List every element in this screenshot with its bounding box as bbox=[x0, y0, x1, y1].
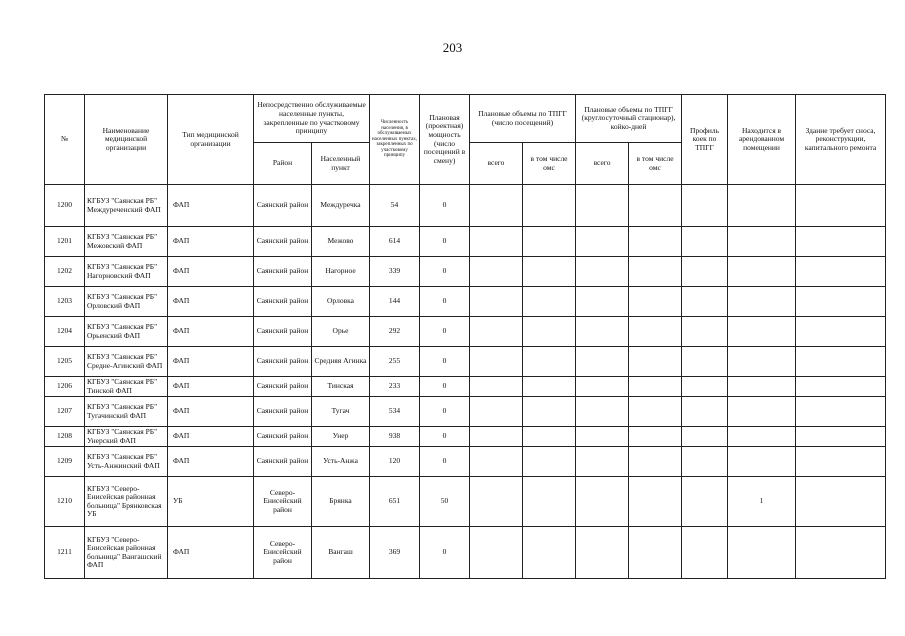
row-district: Саянский район bbox=[254, 287, 312, 317]
row-name: КГБУЗ "Северо-Енисейская районная больница" Вангашский ФАП bbox=[85, 527, 168, 579]
header-number: № bbox=[45, 95, 85, 185]
row-visits-total bbox=[470, 527, 523, 579]
header-name: Наименование медицинской организации bbox=[85, 95, 168, 185]
row-building bbox=[796, 227, 886, 257]
row-profile bbox=[682, 317, 728, 347]
table-row bbox=[45, 287, 886, 317]
row-number: 1209 bbox=[45, 447, 85, 477]
row-population: 255 bbox=[370, 347, 420, 377]
row-population: 54 bbox=[370, 185, 420, 227]
header-type: Тип медицинской организации bbox=[168, 95, 254, 185]
row-building bbox=[796, 257, 886, 287]
row-type: ФАП bbox=[168, 257, 254, 287]
row-number: 1205 bbox=[45, 347, 85, 377]
row-visits-oms bbox=[523, 427, 576, 447]
row-visits-oms bbox=[523, 447, 576, 477]
row-name: КГБУЗ "Саянская РБ" Усть-Анжинский ФАП bbox=[85, 447, 168, 477]
row-capacity: 0 bbox=[420, 257, 470, 287]
row-number: 1203 bbox=[45, 287, 85, 317]
table-row bbox=[45, 257, 886, 287]
row-profile bbox=[682, 185, 728, 227]
row-visits-total bbox=[470, 185, 523, 227]
row-inpatient-oms bbox=[629, 287, 682, 317]
table-row bbox=[45, 527, 886, 579]
row-building bbox=[796, 185, 886, 227]
row-inpatient-total bbox=[576, 447, 629, 477]
row-population: 534 bbox=[370, 397, 420, 427]
row-visits-oms bbox=[523, 227, 576, 257]
row-number: 1211 bbox=[45, 527, 85, 579]
row-name: КГБУЗ "Саянская РБ" Унерский ФАП bbox=[85, 427, 168, 447]
row-visits-total bbox=[470, 377, 523, 397]
row-district: Северо-Енисейский район bbox=[254, 527, 312, 579]
header-inpatient-oms: в том числе омс bbox=[629, 143, 682, 185]
row-visits-oms bbox=[523, 347, 576, 377]
row-number: 1210 bbox=[45, 477, 85, 527]
row-settlement: Орье bbox=[312, 317, 370, 347]
row-district: Саянский район bbox=[254, 227, 312, 257]
row-type: ФАП bbox=[168, 317, 254, 347]
row-district: Саянский район bbox=[254, 447, 312, 477]
row-capacity: 0 bbox=[420, 287, 470, 317]
row-profile bbox=[682, 347, 728, 377]
table-row bbox=[45, 347, 886, 377]
row-visits-total bbox=[470, 227, 523, 257]
row-profile bbox=[682, 377, 728, 397]
row-district: Северо-Енисейский район bbox=[254, 477, 312, 527]
header-settlement: Населенный пункт bbox=[312, 143, 370, 185]
row-visits-oms bbox=[523, 317, 576, 347]
row-profile bbox=[682, 227, 728, 257]
row-name: КГБУЗ "Саянская РБ" Тинской ФАП bbox=[85, 377, 168, 397]
row-visits-total bbox=[470, 397, 523, 427]
row-inpatient-oms bbox=[629, 347, 682, 377]
row-district: Саянский район bbox=[254, 427, 312, 447]
row-rented bbox=[728, 227, 796, 257]
table-row bbox=[45, 185, 886, 227]
row-inpatient-oms bbox=[629, 427, 682, 447]
row-inpatient-total bbox=[576, 377, 629, 397]
row-rented bbox=[728, 397, 796, 427]
header-visits-group: Плановые объемы по ТПГГ (число посещений) bbox=[470, 95, 576, 143]
row-district: Саянский район bbox=[254, 377, 312, 397]
row-district: Саянский район bbox=[254, 397, 312, 427]
row-capacity: 0 bbox=[420, 527, 470, 579]
row-district: Саянский район bbox=[254, 347, 312, 377]
row-inpatient-oms bbox=[629, 447, 682, 477]
row-capacity: 0 bbox=[420, 227, 470, 257]
row-inpatient-oms bbox=[629, 377, 682, 397]
table-row bbox=[45, 397, 886, 427]
row-capacity: 0 bbox=[420, 447, 470, 477]
row-type: ФАП bbox=[168, 447, 254, 477]
row-building bbox=[796, 377, 886, 397]
row-name: КГБУЗ "Саянская РБ" Средне-Агинский ФАП bbox=[85, 347, 168, 377]
row-building bbox=[796, 477, 886, 527]
row-building bbox=[796, 397, 886, 427]
row-name: КГБУЗ "Северо-Енисейская районная больница" Брянковская УБ bbox=[85, 477, 168, 527]
row-capacity: 0 bbox=[420, 347, 470, 377]
row-district: Саянский район bbox=[254, 257, 312, 287]
row-profile bbox=[682, 257, 728, 287]
row-population: 369 bbox=[370, 527, 420, 579]
row-visits-oms bbox=[523, 185, 576, 227]
row-rented bbox=[728, 447, 796, 477]
table-header bbox=[45, 95, 886, 185]
header-building: Здание требует сноса, реконструкции, капитального ремонта bbox=[796, 95, 886, 185]
row-visits-oms bbox=[523, 397, 576, 427]
row-type: ФАП bbox=[168, 427, 254, 447]
row-population: 144 bbox=[370, 287, 420, 317]
header-inpatient-group: Плановые объемы по ТПГГ (круглосуточный стационар), койко-дней bbox=[576, 95, 682, 143]
row-rented bbox=[728, 185, 796, 227]
row-capacity: 50 bbox=[420, 477, 470, 527]
row-district: Саянский район bbox=[254, 317, 312, 347]
row-district: Саянский район bbox=[254, 185, 312, 227]
row-number: 1201 bbox=[45, 227, 85, 257]
row-number: 1202 bbox=[45, 257, 85, 287]
row-profile bbox=[682, 447, 728, 477]
row-name: КГБУЗ "Саянская РБ" Междуреченский ФАП bbox=[85, 185, 168, 227]
row-inpatient-oms bbox=[629, 185, 682, 227]
table-row bbox=[45, 427, 886, 447]
row-inpatient-oms bbox=[629, 257, 682, 287]
header-capacity: Плановая (проектная) мощность (число посещений в смену) bbox=[420, 95, 470, 185]
table-body bbox=[45, 185, 886, 579]
row-name: КГБУЗ "Саянская РБ" Орловский ФАП bbox=[85, 287, 168, 317]
row-type: ФАП bbox=[168, 227, 254, 257]
row-settlement: Тинская bbox=[312, 377, 370, 397]
header-rented: Находится в арендованном помещении bbox=[728, 95, 796, 185]
header-visits-oms: в том числе омс bbox=[523, 143, 576, 185]
row-visits-total bbox=[470, 287, 523, 317]
row-number: 1207 bbox=[45, 397, 85, 427]
row-visits-oms bbox=[523, 257, 576, 287]
row-settlement: Вангаш bbox=[312, 527, 370, 579]
table-row bbox=[45, 317, 886, 347]
row-capacity: 0 bbox=[420, 397, 470, 427]
row-rented bbox=[728, 427, 796, 447]
row-profile bbox=[682, 397, 728, 427]
row-type: ФАП bbox=[168, 527, 254, 579]
row-inpatient-total bbox=[576, 427, 629, 447]
row-settlement: Брянка bbox=[312, 477, 370, 527]
table-row bbox=[45, 447, 886, 477]
row-visits-oms bbox=[523, 527, 576, 579]
row-building bbox=[796, 317, 886, 347]
row-visits-total bbox=[470, 427, 523, 447]
row-visits-total bbox=[470, 477, 523, 527]
row-inpatient-total bbox=[576, 477, 629, 527]
row-number: 1206 bbox=[45, 377, 85, 397]
row-rented bbox=[728, 377, 796, 397]
header-visits-total: всего bbox=[470, 143, 523, 185]
row-rented bbox=[728, 317, 796, 347]
row-number: 1208 bbox=[45, 427, 85, 447]
header-population: Численность населения, в обслуживаемых населенных пунктах, закрепленных по участковому принципу bbox=[370, 95, 420, 185]
row-capacity: 0 bbox=[420, 377, 470, 397]
row-profile bbox=[682, 527, 728, 579]
row-population: 651 bbox=[370, 477, 420, 527]
row-population: 233 bbox=[370, 377, 420, 397]
row-settlement: Унер bbox=[312, 427, 370, 447]
row-type: ФАП bbox=[168, 287, 254, 317]
header-points-group: Непосредственно обслуживаемые населенные пункты, закрепленные по участковому принципу bbox=[254, 95, 370, 143]
row-profile bbox=[682, 427, 728, 447]
row-visits-oms bbox=[523, 287, 576, 317]
row-settlement: Междуречка bbox=[312, 185, 370, 227]
row-name: КГБУЗ "Саянская РБ" Тугачинский ФАП bbox=[85, 397, 168, 427]
row-capacity: 0 bbox=[420, 185, 470, 227]
row-type: ФАП bbox=[168, 397, 254, 427]
row-visits-total bbox=[470, 257, 523, 287]
row-building bbox=[796, 427, 886, 447]
row-name: КГБУЗ "Саянская РБ" Межовский ФАП bbox=[85, 227, 168, 257]
row-building bbox=[796, 347, 886, 377]
row-inpatient-oms bbox=[629, 477, 682, 527]
row-population: 614 bbox=[370, 227, 420, 257]
row-inpatient-total bbox=[576, 287, 629, 317]
row-rented bbox=[728, 527, 796, 579]
row-settlement: Средняя Агинка bbox=[312, 347, 370, 377]
row-number: 1200 bbox=[45, 185, 85, 227]
row-population: 339 bbox=[370, 257, 420, 287]
facilities-table bbox=[44, 94, 886, 579]
row-inpatient-total bbox=[576, 347, 629, 377]
header-inpatient-total: всего bbox=[576, 143, 629, 185]
row-settlement: Орловка bbox=[312, 287, 370, 317]
row-inpatient-total bbox=[576, 185, 629, 227]
row-population: 292 bbox=[370, 317, 420, 347]
row-settlement: Тугач bbox=[312, 397, 370, 427]
row-inpatient-total bbox=[576, 397, 629, 427]
row-inpatient-oms bbox=[629, 527, 682, 579]
row-building bbox=[796, 287, 886, 317]
row-capacity: 0 bbox=[420, 427, 470, 447]
row-profile bbox=[682, 287, 728, 317]
row-settlement: Нагорное bbox=[312, 257, 370, 287]
row-type: ФАП bbox=[168, 347, 254, 377]
row-inpatient-oms bbox=[629, 397, 682, 427]
row-settlement: Межово bbox=[312, 227, 370, 257]
table-row bbox=[45, 477, 886, 527]
row-name: КГБУЗ "Саянская РБ" Нагорновский ФАП bbox=[85, 257, 168, 287]
row-building bbox=[796, 447, 886, 477]
row-visits-oms bbox=[523, 377, 576, 397]
page-number: 203 bbox=[442, 40, 463, 55]
table-row bbox=[45, 227, 886, 257]
header-profile: Профиль коек по ТПГГ bbox=[682, 95, 728, 185]
row-rented bbox=[728, 257, 796, 287]
row-type: ФАП bbox=[168, 377, 254, 397]
row-rented bbox=[728, 347, 796, 377]
row-inpatient-total bbox=[576, 227, 629, 257]
row-type: УБ bbox=[168, 477, 254, 527]
row-name: КГБУЗ "Саянская РБ" Орьенский ФАП bbox=[85, 317, 168, 347]
row-visits-total bbox=[470, 317, 523, 347]
row-population: 120 bbox=[370, 447, 420, 477]
row-type: ФАП bbox=[168, 185, 254, 227]
row-rented bbox=[728, 287, 796, 317]
row-visits-total bbox=[470, 347, 523, 377]
row-visits-total bbox=[470, 447, 523, 477]
row-settlement: Усть-Анжа bbox=[312, 447, 370, 477]
row-visits-oms bbox=[523, 477, 576, 527]
row-population: 938 bbox=[370, 427, 420, 447]
row-inpatient-oms bbox=[629, 227, 682, 257]
row-inpatient-total bbox=[576, 257, 629, 287]
row-profile bbox=[682, 477, 728, 527]
row-inpatient-oms bbox=[629, 317, 682, 347]
row-inpatient-total bbox=[576, 527, 629, 579]
row-building bbox=[796, 527, 886, 579]
row-inpatient-total bbox=[576, 317, 629, 347]
row-capacity: 0 bbox=[420, 317, 470, 347]
header-district: Район bbox=[254, 143, 312, 185]
row-number: 1204 bbox=[45, 317, 85, 347]
row-rented: 1 bbox=[728, 477, 796, 527]
table-row bbox=[45, 377, 886, 397]
